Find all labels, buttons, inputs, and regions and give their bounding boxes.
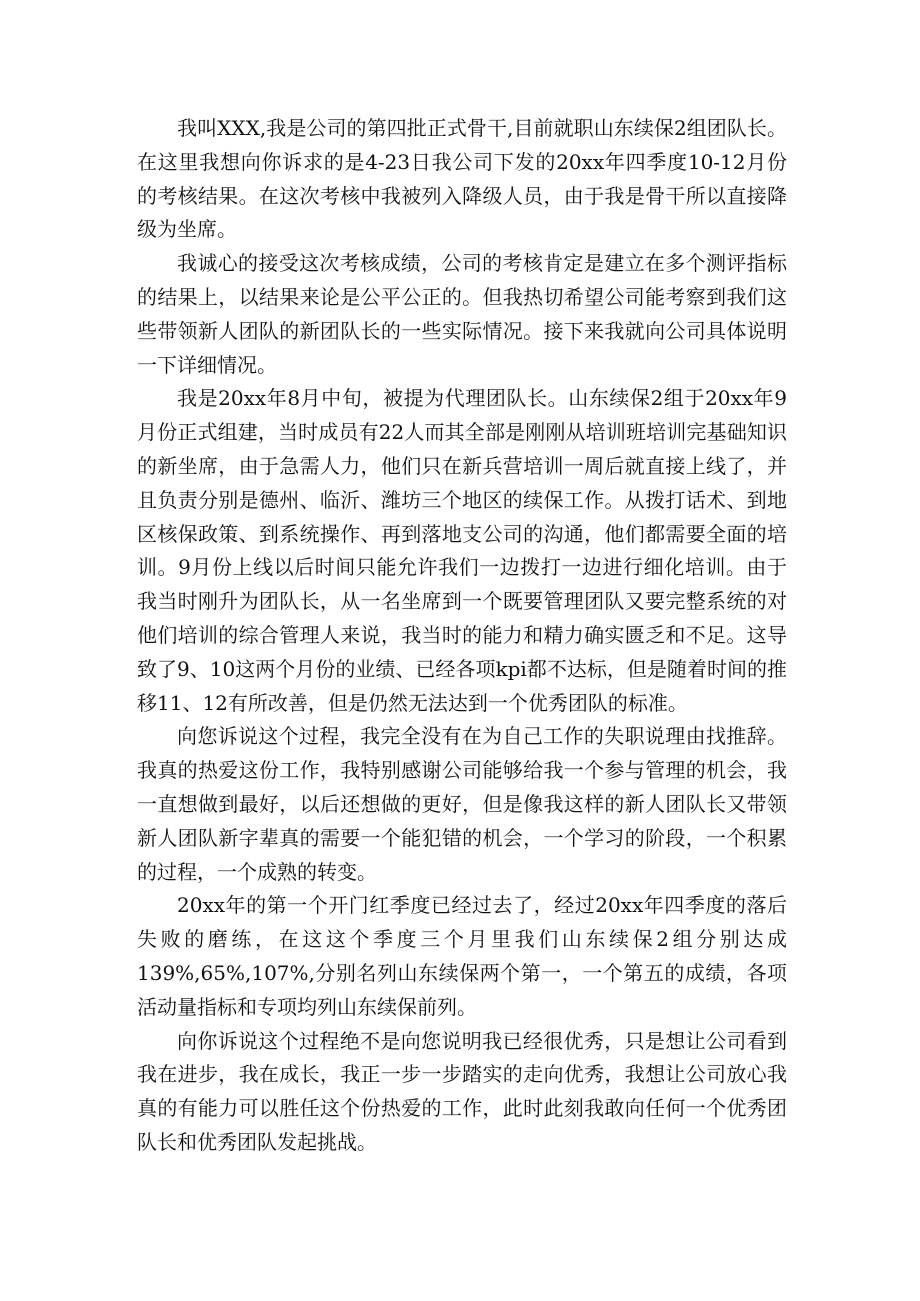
paragraph-2: 我诚心的接受这次考核成绩，公司的考核肯定是建立在多个测评指标的结果上，以结果来论是公平公正的。但我热切希望公司能考察到我们这些带领新人团队的新团队长的一些实际情况。接下来我就向公司具体说明一下详细情况。 bbox=[137, 251, 787, 377]
paragraph-6: 向你诉说这个过程绝不是向您说明我已经很优秀，只是想让公司看到我在进步，我在成长，我正一步一步踏实的走向优秀，我想让公司放心我真的有能力可以胜任这个份热爱的工作，此时此刻我敢向任何一个优秀团队长和优秀团队发起挑战。 bbox=[137, 1028, 787, 1154]
document-body bbox=[137, 112, 787, 1160]
paragraph-1: 我叫XXX,我是公司的第四批正式骨干,目前就职山东续保2组团队长。在这里我想向你诉求的是4-23日我公司下发的20xx年四季度10-12月份的考核结果。在这次考核中我被列入降级人员，由于我是骨干所以直接降级为坐席。 bbox=[137, 116, 787, 242]
paragraph-4: 向您诉说这个过程，我完全没有在为自己工作的失职说理由找推辞。我真的热爱这份工作，我特别感谢公司能够给我一个参与管理的机会，我一直想做到最好，以后还想做的更好，但是像我这样的新人团队长又带领新人团队新字辈真的需要一个能犯错的机会，一个学习的阶段，一个积累的过程，一个成熟的转变。 bbox=[137, 724, 787, 884]
paragraph-5: 20xx年的第一个开门红季度已经过去了，经过20xx年四季度的落后失败的磨练，在这这个季度三个月里我们山东续保2组分别达成139%,65%,107%,分别名列山东续保两个第一，一个第五的成绩，各项活动量指标和专项均列山东续保前列。 bbox=[137, 893, 787, 1019]
paragraph-3: 我是20xx年8月中旬，被提为代理团队长。山东续保2组于20xx年9月份正式组建，当时成员有22人而其全部是刚刚从培训班培训完基础知识的新坐席，由于急需人力，他们只在新兵营培训一周后就直接上线了，并且负责分别是德州、临沂、潍坊三个地区的续保工作。从拨打话术、到地区核保政策、到系统操作、再到落地支公司的沟通，他们都需要全面的培训。9月份上线以后时间只能允许我们一边拨打一边进行细化培训。由于我当时刚升为团队长，从一名坐席到一个既要管理团队又要完整系统的对他们培训的综合管理人来说，我当时的能力和精力确实匮乏和不足。这导致了9、10这两个月份的业绩、已经各项kpi都不达标，但是随着时间的推移11、12有所改善，但是仍然无法达到一个优秀团队的标准。 bbox=[137, 386, 787, 715]
